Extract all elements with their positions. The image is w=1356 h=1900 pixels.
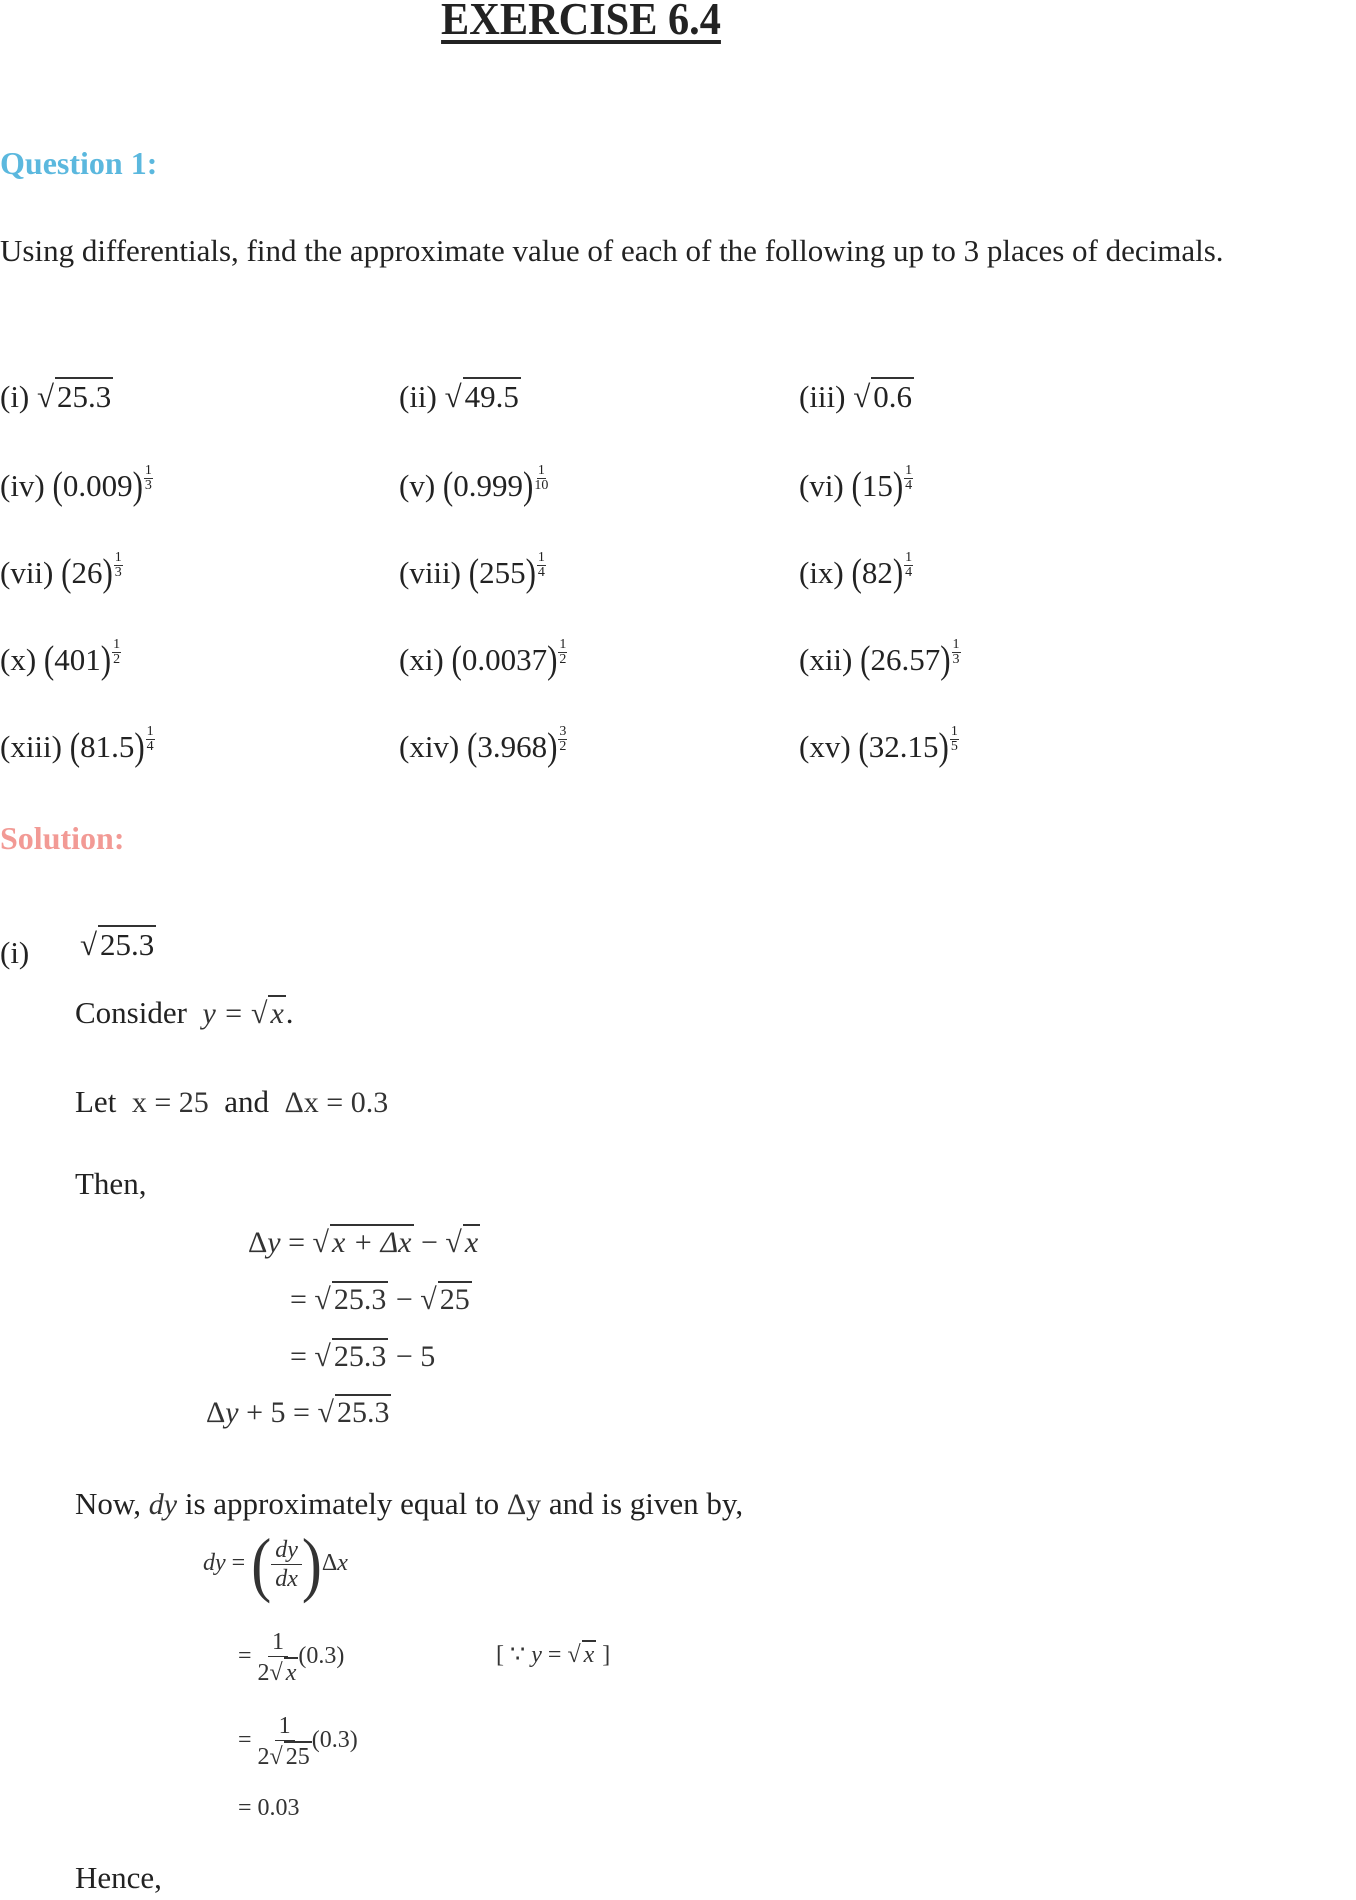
item-base: 15 <box>861 468 893 503</box>
item-base: 49.5 <box>464 379 519 414</box>
item-label: (vii) <box>0 555 54 590</box>
item-label: (v) <box>399 468 436 503</box>
item-exponent: $\frac{1}{2}$ <box>113 637 121 667</box>
item-base: 81.5 <box>80 729 135 764</box>
item-label: (viii) <box>399 555 461 590</box>
hence-label: Hence, <box>75 1860 162 1895</box>
item-base: 255 <box>479 555 526 590</box>
question-item: (xi) (0.0037) $\frac{1}{2}$ <box>399 637 567 682</box>
dy-result: = 0.03 <box>238 1795 300 1821</box>
equation-line-3: = √ 25.3 − 5 <box>290 1340 436 1373</box>
question-item: (iv) (0.009) $\frac{1}{3}$ <box>0 463 152 508</box>
item-base: 82 <box>861 555 893 590</box>
item-exponent: $\frac{1}{4}$ <box>905 550 913 580</box>
question-item: (ix) (82) $\frac{1}{4}$ <box>799 550 913 595</box>
item-base: 26.57 <box>870 642 941 677</box>
item-label: (iv) <box>0 468 45 503</box>
item-label: (ix) <box>799 555 844 590</box>
question-item: (x) (401) $\frac{1}{2}$ <box>0 637 121 682</box>
item-label: (xv) <box>799 729 851 764</box>
since-bracket: [ ∵ y = √ x ] <box>496 1642 611 1668</box>
question-item: (xii) (26.57) $\frac{1}{3}$ <box>799 637 960 682</box>
question-item: (vi) (15) $\frac{1}{4}$ <box>799 463 913 508</box>
dy-step-1: = $\frac{1}{2√ x}$ (0.3) <box>238 1629 345 1686</box>
equation-line-4: Δy + 5 = √ 25.3 <box>206 1396 390 1429</box>
item-base: 0.6 <box>873 379 913 414</box>
item-label: (x) <box>0 642 37 677</box>
question-item: (v) (0.999) $\frac{1}{10}$ <box>399 463 549 508</box>
item-label: (xii) <box>799 642 853 677</box>
question-item: (vii) (26) $\frac{1}{3}$ <box>0 550 122 595</box>
question-text: Using differentials, find the approximate value of each of the following up to 3 places of decimals. <box>0 233 1224 268</box>
part-expression: √25.3 <box>80 927 155 962</box>
item-label: (i) <box>0 379 30 414</box>
part-label: (i) <box>0 935 30 970</box>
question-item: (xv) (32.15) $\frac{1}{5}$ <box>799 724 958 769</box>
question-heading: Question 1: <box>0 145 158 181</box>
item-exponent: $\frac{1}{2}$ <box>559 637 567 667</box>
question-item: (xiii) (81.5) $\frac{1}{4}$ <box>0 724 154 769</box>
item-exponent: $\frac{1}{4}$ <box>146 724 154 754</box>
item-exponent: $\frac{1}{3}$ <box>952 637 960 667</box>
item-exponent: $\frac{1}{10}$ <box>534 463 549 493</box>
item-exponent: $\frac{1}{3}$ <box>114 550 122 580</box>
equation-line-1: Δy = √ x + Δx − √ x <box>248 1226 479 1259</box>
question-item: (i) √25.3 <box>0 379 112 414</box>
item-label: (vi) <box>799 468 844 503</box>
now-line: Now, dy is approximately equal to Δy and is given by, <box>75 1486 744 1521</box>
item-base: 0.009 <box>62 468 133 503</box>
item-label: (ii) <box>399 379 437 414</box>
item-exponent: $\frac{1}{4}$ <box>905 463 913 493</box>
question-item: (iii) √0.6 <box>799 379 913 414</box>
item-exponent: $\frac{1}{4}$ <box>537 550 545 580</box>
item-exponent: $\frac{1}{5}$ <box>950 724 958 754</box>
question-item: (viii) (255) $\frac{1}{4}$ <box>399 550 545 595</box>
equation-line-2: = √ 25.3 − √ 25 <box>290 1283 470 1316</box>
dy-formula: dy = ( $\frac{dy}{dx}$ )Δx <box>203 1524 348 1604</box>
dy-step-2: = $\frac{1}{2√ 25}$ (0.3) <box>238 1713 358 1770</box>
item-exponent: $\frac{1}{3}$ <box>144 463 152 493</box>
then-label: Then, <box>75 1166 147 1201</box>
item-label: (xiii) <box>0 729 62 764</box>
let-line: Let x = 25 and Δx = 0.3 <box>75 1084 389 1119</box>
item-base: 0.999 <box>453 468 523 503</box>
question-item: (xiv) (3.968) $\frac{3}{2}$ <box>399 724 567 769</box>
consider-line: Consider y = √ x. <box>75 995 294 1030</box>
item-label: (iii) <box>799 379 846 414</box>
item-base: 0.0037 <box>461 642 548 677</box>
item-label: (xi) <box>399 642 444 677</box>
item-base: 3.968 <box>477 729 548 764</box>
item-base: 401 <box>54 642 101 677</box>
item-exponent: $\frac{3}{2}$ <box>559 724 567 754</box>
page-title: EXERCISE 6.4 <box>441 0 721 44</box>
item-base: 25.3 <box>57 379 112 414</box>
item-label: (xiv) <box>399 729 460 764</box>
item-base: 26 <box>71 555 103 590</box>
solution-heading: Solution: <box>0 820 125 856</box>
question-item: (ii) √49.5 <box>399 379 519 414</box>
item-base: 32.15 <box>868 729 939 764</box>
